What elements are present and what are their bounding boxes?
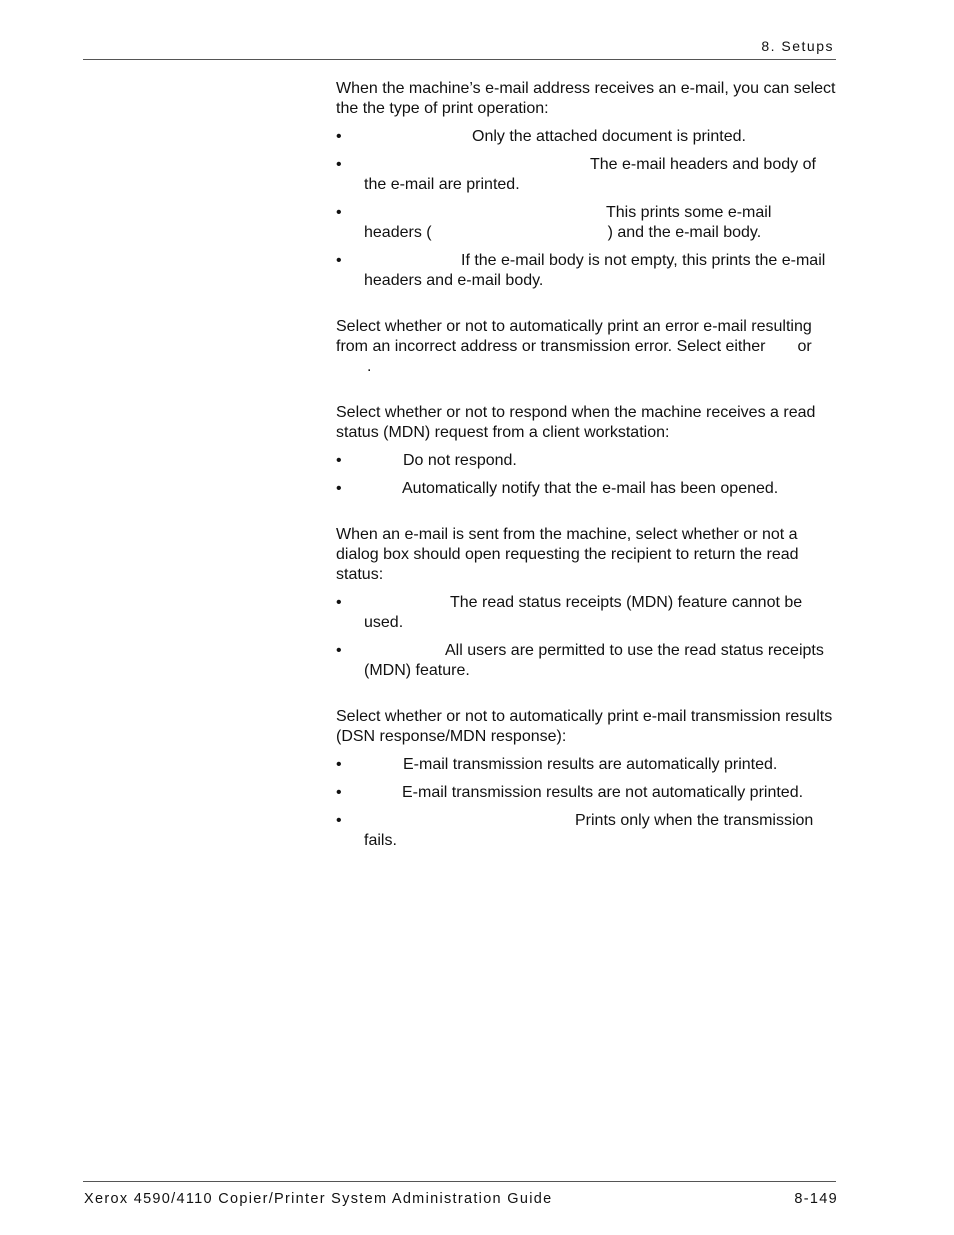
list-item [336, 783, 836, 803]
bullet: • [336, 480, 342, 497]
transmission-results-intro: Select whether or not to automatically print e-mail transmission results (DSN response/MDN response): [336, 708, 833, 745]
list-item-text: E-mail transmission results are automatically printed. [403, 756, 778, 773]
document-title: Xerox 4590/4110 Copier/Printer System Administration Guide [84, 1191, 553, 1207]
error-mail-text: Select whether or not to automatically print an error e-mail resulting from an incorrect address or transmission error. Select either [336, 318, 812, 355]
mdn-response-intro: Select whether or not to respond when the machine receives a read status (MDN) request from a client workstation: [336, 404, 816, 441]
list-item-text: Prints only when the transmission fails. [364, 812, 814, 849]
list-item [336, 203, 836, 243]
list-item [336, 641, 836, 681]
list-item [336, 251, 836, 291]
list-item [336, 479, 836, 499]
bullet: • [336, 252, 342, 269]
bullet: • [336, 156, 342, 173]
page-number: 8-149 [794, 1191, 838, 1207]
list-item [336, 155, 836, 195]
print-operation-intro: When the machine’s e-mail address receives an e-mail, you can select the the type of print operation: [336, 80, 836, 117]
list-item [336, 593, 836, 633]
list-item-text: ) and the e-mail body. [607, 224, 762, 241]
list-item-text: The read status receipts (MDN) feature cannot be used. [364, 594, 803, 631]
footer-rule [83, 1181, 836, 1182]
list-item-text: The e-mail headers and body of the e-mail are printed. [364, 156, 816, 193]
list-item [336, 451, 836, 471]
list-item [336, 127, 836, 147]
bullet: • [336, 594, 342, 611]
error-mail-or: or [797, 338, 812, 355]
bullet: • [336, 452, 342, 469]
list-item [336, 811, 836, 851]
page-body [336, 79, 836, 859]
list-item-text: Automatically notify that the e-mail has been opened. [402, 480, 779, 497]
section-title: 8. Setups [761, 38, 834, 54]
bullet: • [336, 812, 342, 829]
read-receipt-intro: When an e-mail is sent from the machine, select whether or not a dialog box should open requesting the recipient to return the read status: [336, 526, 799, 583]
list-item-text: Only the attached document is printed. [472, 128, 746, 145]
list-item-text: headers ( [364, 224, 432, 241]
bullet: • [336, 642, 342, 659]
list-item-text: This prints some e-mail [606, 204, 772, 221]
error-mail-dot: . [367, 358, 372, 375]
header-rule [83, 59, 836, 60]
bullet: • [336, 784, 342, 801]
bullet: • [336, 128, 342, 145]
list-item-text: Do not respond. [403, 452, 517, 469]
error-mail-paragraph [336, 317, 836, 377]
list-item-text: If the e-mail body is not empty, this prints the e-mail headers and e-mail body. [364, 252, 826, 289]
list-item-text: E-mail transmission results are not automatically printed. [402, 784, 804, 801]
bullet: • [336, 756, 342, 773]
list-item-text: All users are permitted to use the read status receipts (MDN) feature. [364, 642, 824, 679]
bullet: • [336, 204, 342, 221]
list-item [336, 755, 836, 775]
